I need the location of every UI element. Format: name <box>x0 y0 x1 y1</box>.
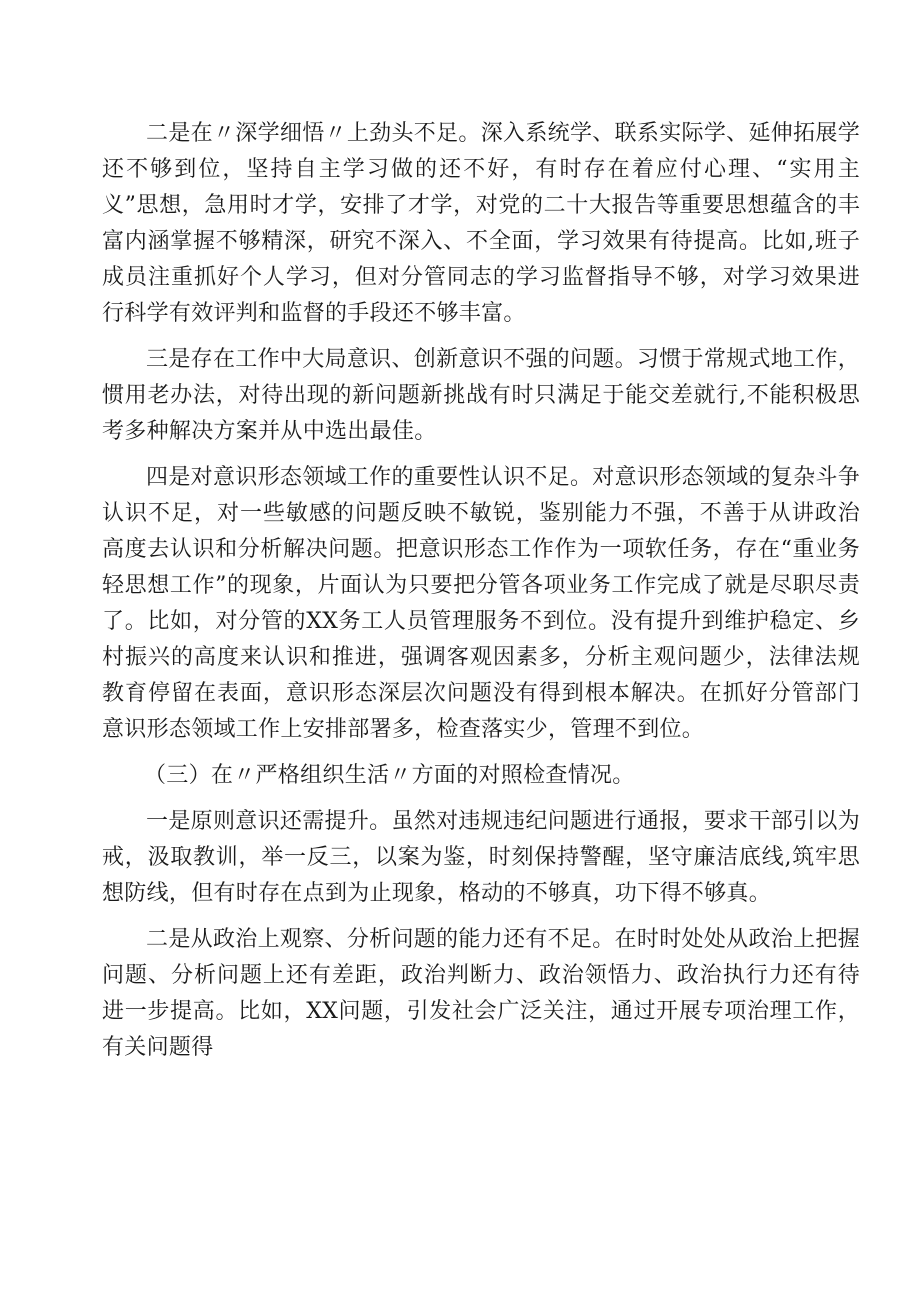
paragraph-ideology: 四是对意识形态领域工作的重要性认识不足。对意识形态领域的复杂斗争认识不足，对一些敏感的问题反映不敏锐，鉴别能力不强，不善于从讲政治高度去认识和分析解决问题。把意识形态工作作为一项软任务，存在“重业务轻思想工作”的现象，片面认为只要把分管各项业务工作完成了就是尽职尽责了。比如，对分管的XX务工人员管理服务不到位。没有提升到维护稳定、乡村振兴的高度来认识和推进，强调客观因素多，分析主观问题少，法律法规教育停留在表面，意识形态深层次问题没有得到根本解决。在抓好分管部门意识形态领域工作上安排部署多，检查落实少，管理不到位。 <box>102 465 860 742</box>
document-body <box>102 116 860 1076</box>
paragraph-study: 二是在〃深学细悟〃上劲头不足。深入系统学、联系实际学、延伸拓展学还不够到位，坚持自主学习做的还不好，有时存在着应付心理、“实用主义”思想，急用时才学，安排了才学，对党的二十大报告等重要思想蕴含的丰富内涵掌握不够精深，研究不深入、不全面，学习效果有待提高。比如,班子成员注重抓好个人学习，但对分管同志的学习监督指导不够，对学习效果进行科学有效评判和监督的手段还不够丰富。 <box>102 121 860 326</box>
paragraph-political-analysis: 二是从政治上观察、分析问题的能力还有不足。在时时处处从政治上把握问题、分析问题上还有差距，政治判断力、政治领悟力、政治执行力还有待进一步提高。比如，XX问题，引发社会广泛关注，通过开展专项治理工作，有关问题得 <box>102 927 860 1060</box>
paragraph-principle: 一是原则意识还需提升。虽然对违规违纪问题进行通报，要求干部引以为戒，汲取教训，举一反三，以案为鉴，时刻保持警醒，坚守廉洁底线,筑牢思想防线，但有时存在点到为止现象，格动的不够真，功下得不够真。 <box>102 809 860 906</box>
paragraph-innovation: 三是存在工作中大局意识、创新意识不强的问题。习惯于常规式地工作，惯用老办法，对待出现的新问题新挑战有时只满足于能交差就行,不能积极思考多种解决方案并从中选出最佳。 <box>102 347 860 444</box>
section-heading-organizational-life: （三）在〃严格组织生活〃方面的对照检查情况。 <box>144 763 635 788</box>
